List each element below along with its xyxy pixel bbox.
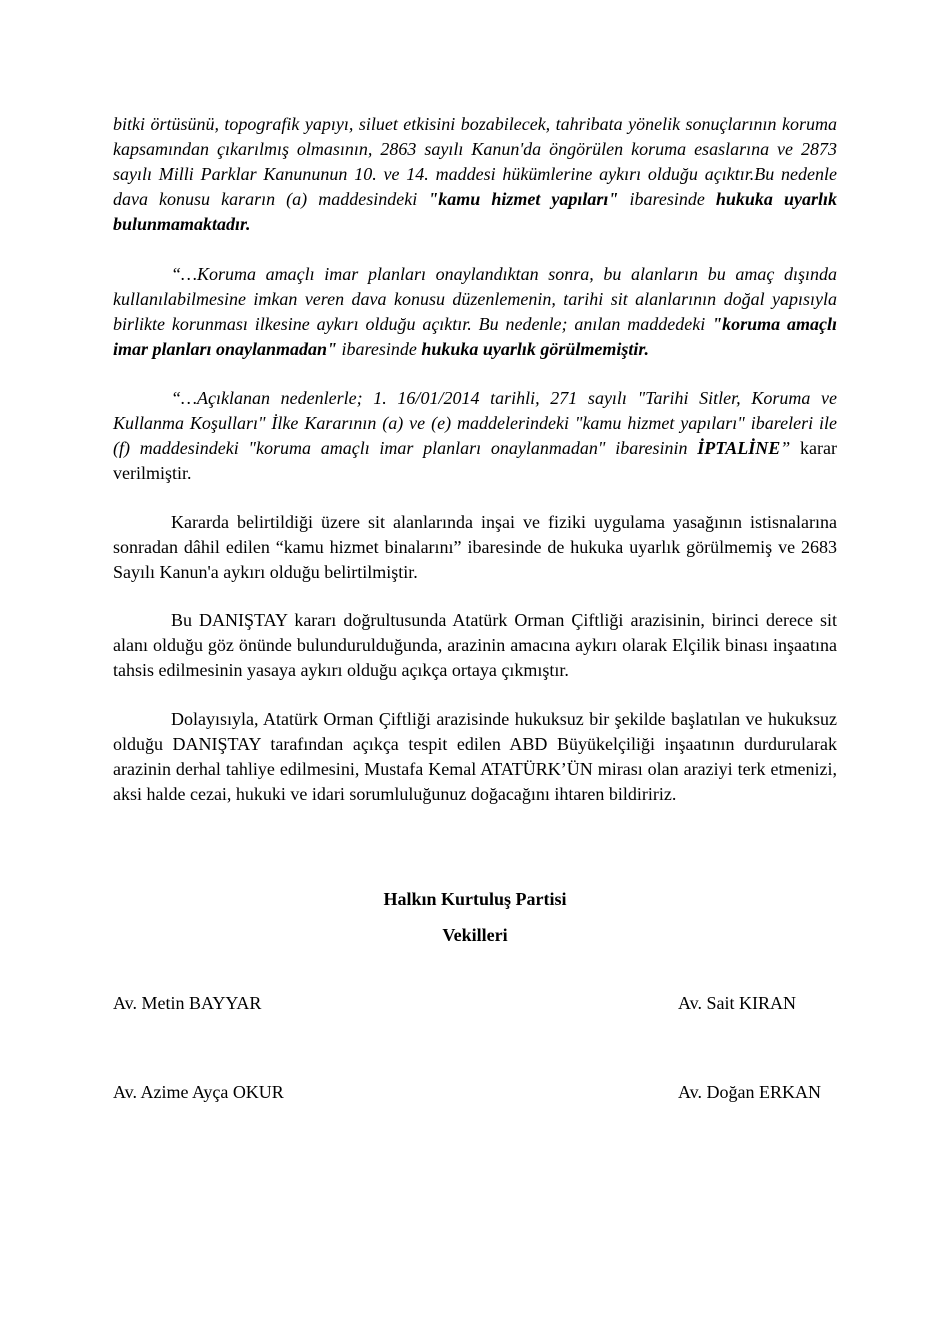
- paragraph-2-text-2: ibaresinde: [337, 339, 422, 359]
- paragraph-3: [113, 386, 837, 486]
- paragraph-1-text-2: ibaresinde: [618, 189, 716, 209]
- signatory-1: Av. Metin BAYYAR: [113, 993, 262, 1013]
- paragraph-1-conclusion: hukuka uyarlık bulunmamaktadır.: [113, 189, 837, 234]
- representatives-title: Vekilleri: [442, 925, 508, 945]
- paragraph-3-emphasis: İPTALİNE: [697, 438, 781, 458]
- signatory-3: Av. Azime Ayça OKUR: [113, 1082, 284, 1102]
- party-name: Halkın Kurtuluş Partisi: [383, 889, 567, 909]
- paragraph-4: Kararda belirtildiği üzere sit alanlarında inşai ve fiziki uygulama yasağının istisnalarına sonradan dâhil edilen “kamu hizmet binalarını” ibaresinde de hukuka uyarlık görülmemiş ve 2683 Sayılı Kanun'a aykırı olduğu belirtilmiştir.: [113, 512, 837, 582]
- paragraph-1: [113, 112, 837, 237]
- paragraph-2-emphasis: "koruma amaçlı imar planları onaylanmadan": [113, 314, 837, 359]
- signatory-4: Av. Doğan ERKAN: [678, 1082, 821, 1102]
- paragraph-2: [113, 262, 837, 362]
- paragraph-1-emphasis: "kamu hizmet yapıları": [428, 189, 619, 209]
- paragraph-5: Bu DANIŞTAY kararı doğrultusunda Atatürk Orman Çiftliği arazisinin, birinci derece sit alanı olduğu göz önünde bulundurulduğunda, arazinin amacına aykırı olarak Elçilik binası inşaatına tahsis edilmesinin yasaya aykırı olduğu açıkça ortaya çıkmıştır.: [113, 610, 837, 680]
- paragraph-3-text-2: karar verilmiştir.: [113, 438, 837, 483]
- paragraph-1-text: bitki örtüsünü, topografik yapıyı, siluet etkisini bozabilecek, tahribata yönelik sonuçlarının koruma kapsamından çıkarılmış olmasının, 2863 sayılı Kanun'da öngörülen koruma esaslarına ve 2873 sayılı Milli Parklar Kanununun 10. ve 14. maddesi hükümlerine aykırı olduğu açıktır.Bu nedenle dava konusu kararın (a) maddesindeki: [113, 114, 837, 209]
- paragraph-2-conclusion: hukuka uyarlık görülmemiştir.: [421, 339, 649, 359]
- signatory-2: Av. Sait KIRAN: [678, 993, 796, 1013]
- paragraph-3-quote-close: ”: [780, 438, 791, 458]
- paragraph-3-text: “…Açıklanan nedenlerle; 1. 16/01/2014 tarihli, 271 sayılı "Tarihi Sitler, Koruma ve Kullanma Koşulları" İlke Kararının (a) ve (e) maddelerindeki "kamu hizmet yapıları" ibareleri ile (f) maddesindeki "koruma amaçlı imar planları onaylanmadan" ibaresinin: [113, 388, 837, 458]
- paragraph-2-text: “…Koruma amaçlı imar planları onaylandıktan sonra, bu alanların bu amaç dışında kullanılabilmesine imkan veren dava konusu düzenlemenin, tarihi sit alanlarının doğal yapısıyla birlikte korunması ilkesine aykırı olduğu açıktır. Bu nedenle; anılan maddedeki: [113, 264, 837, 334]
- paragraph-6: Dolayısıyla, Atatürk Orman Çiftliği arazisinde hukuksuz bir şekilde başlatılan ve hukuksuz olduğu DANIŞTAY tarafından açıkça tespit edilen ABD Büyükelçiliği inşaatının durdurularak arazinin derhal tahliye edilmesini, Mustafa Kemal ATATÜRK’ÜN mirası olan araziyi terk etmenizi, aksi halde cezai, hukuki ve idari sorumluluğunuz doğacağını ihtaren bildiririz.: [113, 709, 837, 804]
